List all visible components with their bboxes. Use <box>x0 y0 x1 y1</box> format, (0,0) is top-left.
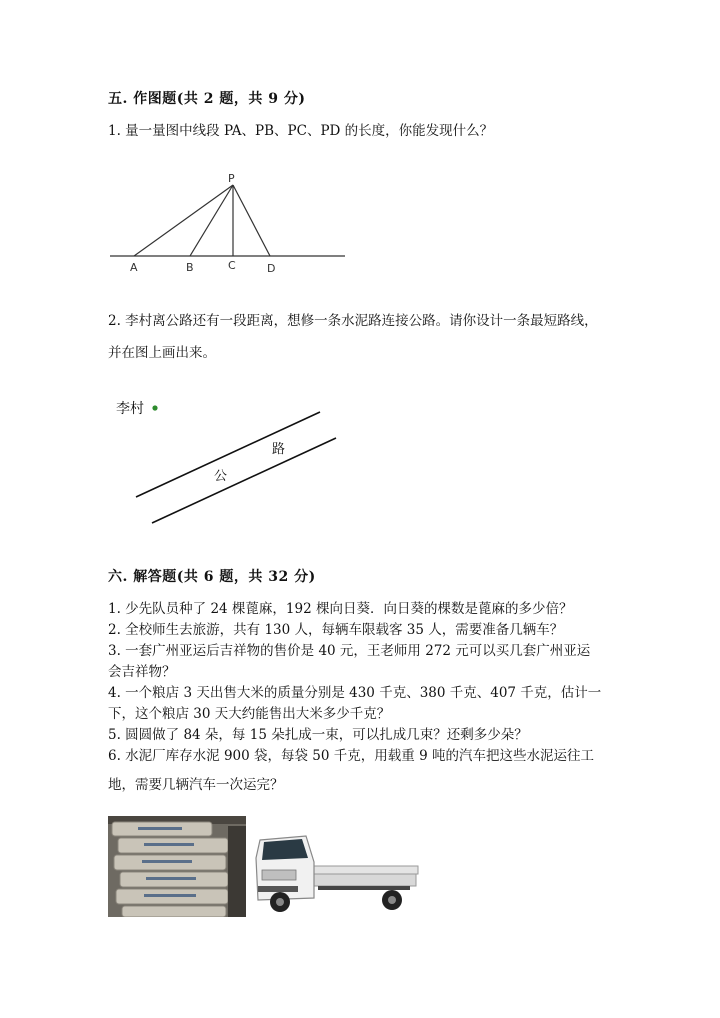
label-p: P <box>228 172 235 185</box>
s5-q1-text: 1. 量一量图中线段 PA、PB、PC、PD 的长度，你能发现什么？ <box>108 123 494 139</box>
s5-q2-line2: 并在图上画出来。 <box>108 345 216 361</box>
s6-q3-line1: 3. 一套广州亚运后吉祥物的售价是 40 元，王老师用 272 元可以买几套广州亚运 <box>108 643 591 659</box>
label-b: B <box>186 261 194 274</box>
label-d: D <box>267 262 276 275</box>
road-edge-upper <box>136 412 320 497</box>
road-char-lu: 路 <box>272 442 286 457</box>
section5-heading: 五. 作图题(共 2 题，共 9 分) <box>108 91 306 107</box>
section6-heading: 六. 解答题(共 6 题，共 32 分) <box>108 569 316 585</box>
village-label: 李村 <box>116 401 144 417</box>
s6-q2: 2. 全校师生去旅游，共有 130 人，每辆车限载客 35 人，需要准备几辆车？ <box>108 622 564 638</box>
village-road-figure <box>0 390 720 530</box>
perpendicular-segments-figure <box>0 160 720 280</box>
s6-q4-line2: 下，这个粮店 30 天大约能售出大米多少千克？ <box>108 706 391 722</box>
truck-photo <box>252 822 422 920</box>
road-edge-lower <box>152 438 336 523</box>
s6-q5: 5. 圆圆做了 84 朵，每 15 朵扎成一束，可以扎成几束？还剩多少朵？ <box>108 727 528 743</box>
road-char-gong: 公 <box>214 469 228 484</box>
village-dot <box>152 405 157 410</box>
segment-pb <box>190 185 233 256</box>
s6-q1: 1. 少先队员种了 24 棵蓖麻，192 棵向日葵．向日葵的棵数是蓖麻的多少倍？ <box>108 601 573 617</box>
label-c: C <box>228 259 236 272</box>
s6-q6-line1: 6. 水泥厂库存水泥 900 袋，每袋 50 千克，用载重 9 吨的汽车把这些水泥运往工 <box>108 748 594 764</box>
s5-q2-line1: 2. 李村离公路还有一段距离，想修一条水泥路连接公路。请你设计一条最短路线， <box>108 313 598 329</box>
s6-q6-line2: 地，需要几辆汽车一次运完？ <box>108 777 284 793</box>
s6-q4-line1: 4. 一个粮店 3 天出售大米的质量分别是 430 千克、380 千克、407 千克，估计一 <box>108 685 602 701</box>
label-a: A <box>130 261 138 274</box>
segment-pa <box>134 185 233 256</box>
segment-pd <box>233 185 270 256</box>
cement-bags-photo <box>108 816 246 917</box>
s6-q3-line2: 会吉祥物？ <box>108 664 176 680</box>
